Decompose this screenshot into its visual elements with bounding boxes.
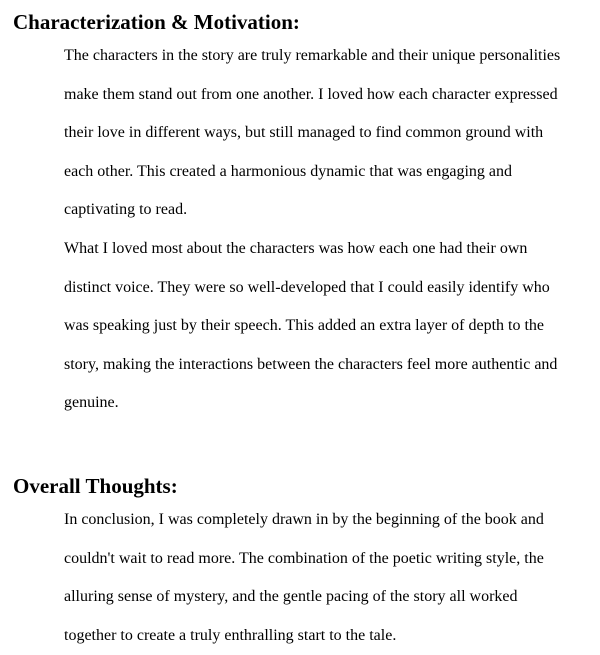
paragraph-characters-remarkable	[64, 37, 594, 230]
text-line: The characters in the story are truly remarkable and their unique personalities	[64, 47, 561, 64]
text-line: captivating to read.	[64, 201, 188, 219]
text-line: their love in different ways, but still managed to find common ground with	[64, 124, 544, 142]
paragraph-characters-voice	[64, 230, 594, 423]
text-line: couldn't wait to read more. The combination of the poetic writing style, the	[64, 549, 544, 567]
text-line: each other. This created a harmonious dynamic that was engaging and	[64, 162, 512, 180]
text-line: What I loved most about the characters was how each one had their own	[64, 240, 528, 257]
section-heading-overall-thoughts: Overall Thoughts:	[13, 474, 178, 498]
text-line: was speaking just by their speech. This added an extra layer of depth to the	[64, 317, 545, 335]
section-heading-characterization: Characterization & Motivation:	[13, 10, 300, 34]
text-line: distinct voice. They were so well-developed that I could easily identify who	[64, 278, 550, 296]
text-line: genuine.	[64, 394, 119, 412]
text-line: make them stand out from one another. I loved how each character expressed	[64, 85, 558, 103]
paragraph-conclusion	[64, 501, 594, 655]
text-line: In conclusion, I was completely drawn in by the beginning of the book and	[64, 511, 544, 528]
text-line: story, making the interactions between the characters feel more authentic and	[64, 355, 558, 373]
text-line: alluring sense of mystery, and the gentle pacing of the story all worked	[64, 588, 518, 606]
text-line: together to create a truly enthralling start to the tale.	[64, 626, 397, 644]
